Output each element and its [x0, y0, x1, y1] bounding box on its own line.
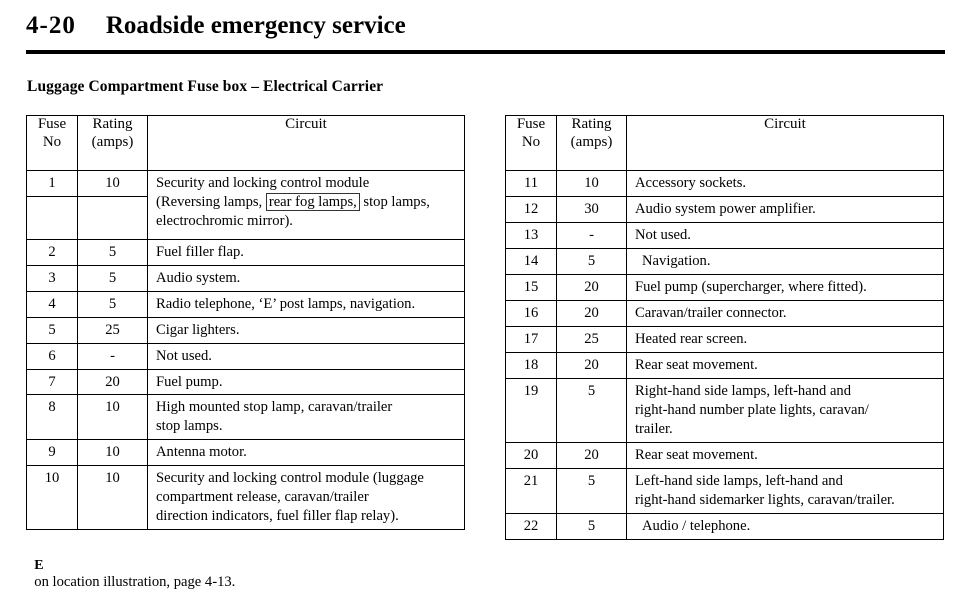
cell-rating-continuation: [78, 196, 148, 239]
cell-circuit: Rear seat movement.: [627, 352, 944, 378]
cell-fuse-no: 4: [27, 291, 78, 317]
column-header-rating-line2: (amps): [570, 133, 613, 150]
cell-rating: 20: [557, 442, 627, 468]
cell-fuse-no: 11: [506, 171, 557, 197]
cell-circuit: Fuel filler flap.: [148, 239, 465, 265]
table-row: [27, 466, 465, 530]
cell-circuit: Cigar lighters.: [148, 317, 465, 343]
cell-rating: -: [78, 343, 148, 369]
cell-fuse-no: 6: [27, 343, 78, 369]
cell-rating: 10: [78, 171, 148, 197]
column-header-fuse-no-line2: No: [42, 133, 62, 150]
table-row: [506, 248, 944, 274]
cell-rating: 25: [557, 326, 627, 352]
column-header-fuse-no: [506, 116, 557, 171]
table-row: [506, 352, 944, 378]
footer-note: [27, 540, 235, 591]
cell-rating: 10: [557, 171, 627, 197]
cell-fuse-no: 16: [506, 300, 557, 326]
page-title: Roadside emergency service: [105, 12, 406, 39]
cell-rating: 20: [78, 369, 148, 395]
table-row: [506, 442, 944, 468]
column-header-circuit: Circuit: [627, 116, 944, 171]
cell-circuit: Not used.: [627, 222, 944, 248]
table-row: [27, 171, 465, 197]
cell-fuse-no: 7: [27, 369, 78, 395]
cell-circuit: Audio / telephone.: [627, 513, 944, 539]
cell-rating: 5: [78, 239, 148, 265]
cell-fuse-no: 17: [506, 326, 557, 352]
cell-rating: 5: [557, 468, 627, 513]
cell-circuit: High mounted stop lamp, caravan/trailer stop lamps.: [148, 395, 465, 440]
footer-note-key: E: [34, 558, 44, 573]
cell-rating: 10: [78, 466, 148, 530]
cell-fuse-no: 21: [506, 468, 557, 513]
table-row: [27, 395, 465, 440]
cell-fuse-no: 18: [506, 352, 557, 378]
column-header-rating-line1: Rating: [571, 116, 612, 132]
cell-circuit: Security and locking control module (luggage compartment release, caravan/trailer direction indicators, fuel filler flap relay).: [148, 466, 465, 530]
cell-circuit: Fuel pump (supercharger, where fitted).: [627, 274, 944, 300]
cell-fuse-no: 14: [506, 248, 557, 274]
table-row: [506, 326, 944, 352]
table-row: [27, 343, 465, 369]
table-row: [27, 265, 465, 291]
column-header-circuit: Circuit: [148, 116, 465, 171]
cell-circuit: Rear seat movement.: [627, 442, 944, 468]
cell-circuit: Left-hand side lamps, left-hand and right-hand sidemarker lights, caravan/trailer.: [627, 468, 944, 513]
cell-fuse-no: 3: [27, 265, 78, 291]
table-left-body: [27, 171, 465, 530]
header-divider-rule: [26, 50, 945, 54]
cell-fuse-no: 8: [27, 395, 78, 440]
table-row: [506, 300, 944, 326]
table-row: [506, 378, 944, 442]
cell-rating: 5: [557, 378, 627, 442]
footer-note-text: on location illustration, page 4-13.: [34, 574, 236, 590]
cell-circuit: Security and locking control module (Reversing lamps, rear fog lamps, stop lamps, electrochromic mirror).: [148, 171, 465, 240]
table-right-body: [506, 171, 944, 540]
cell-rating: 10: [78, 395, 148, 440]
table-row: [27, 440, 465, 466]
cell-fuse-no: 12: [506, 196, 557, 222]
fuse-table-left: [26, 115, 465, 530]
table-left-header: [27, 116, 465, 171]
cell-rating: 30: [557, 196, 627, 222]
table-row: [506, 274, 944, 300]
fuse-table-right: [505, 115, 944, 540]
table-row: [506, 196, 944, 222]
cell-circuit: Audio system power amplifier.: [627, 196, 944, 222]
column-header-rating-line2: (amps): [91, 133, 134, 150]
cell-circuit: Not used.: [148, 343, 465, 369]
table-row: [27, 291, 465, 317]
cell-circuit: Navigation.: [627, 248, 944, 274]
cell-circuit: Right-hand side lamps, left-hand and right-hand number plate lights, caravan/ trailer.: [627, 378, 944, 442]
cell-fuse-no: 20: [506, 442, 557, 468]
table-right-header: [506, 116, 944, 171]
column-header-rating-line1: Rating: [92, 116, 133, 132]
cell-circuit: Fuel pump.: [148, 369, 465, 395]
table-header-row: [27, 116, 465, 171]
cell-rating: 5: [557, 248, 627, 274]
table-row: [27, 239, 465, 265]
annotation-highlight-box: rear fog lamps,: [266, 193, 360, 211]
cell-circuit: Radio telephone, ‘E’ post lamps, navigation.: [148, 291, 465, 317]
cell-fuse-no: 15: [506, 274, 557, 300]
column-header-fuse-no-line2: No: [521, 133, 541, 150]
cell-circuit: Audio system.: [148, 265, 465, 291]
cell-fuse-no: 22: [506, 513, 557, 539]
cell-rating: -: [557, 222, 627, 248]
cell-circuit: Accessory sockets.: [627, 171, 944, 197]
table-row: [506, 468, 944, 513]
table-row: [506, 222, 944, 248]
cell-fuse-no: 5: [27, 317, 78, 343]
cell-circuit: Caravan/trailer connector.: [627, 300, 944, 326]
page-number: 4-20: [26, 12, 76, 39]
header-row: [26, 12, 946, 46]
column-header-fuse-no-line1: Fuse: [37, 116, 67, 132]
cell-fuse-no: 10: [27, 466, 78, 530]
cell-rating: 10: [78, 440, 148, 466]
section-subtitle: Luggage Compartment Fuse box – Electrical Carrier: [27, 78, 384, 95]
cell-fuse-no: 19: [506, 378, 557, 442]
cell-rating: 20: [557, 352, 627, 378]
column-header-rating: [557, 116, 627, 171]
table-row: [27, 317, 465, 343]
cell-rating: 20: [557, 274, 627, 300]
cell-circuit: Antenna motor.: [148, 440, 465, 466]
table-header-row: [506, 116, 944, 171]
cell-fuse-no-continuation: [27, 196, 78, 239]
cell-rating: 5: [78, 265, 148, 291]
column-header-rating: [78, 116, 148, 171]
table-row: [27, 369, 465, 395]
column-header-fuse-no: [27, 116, 78, 171]
page-header: [26, 12, 946, 46]
column-header-fuse-no-line1: Fuse: [516, 116, 546, 132]
cell-rating: 20: [557, 300, 627, 326]
cell-fuse-no: 13: [506, 222, 557, 248]
cell-fuse-no: 2: [27, 239, 78, 265]
table-row: [506, 513, 944, 539]
cell-circuit: Heated rear screen.: [627, 326, 944, 352]
cell-fuse-no: 9: [27, 440, 78, 466]
cell-rating: 25: [78, 317, 148, 343]
cell-rating: 5: [557, 513, 627, 539]
cell-fuse-no: 1: [27, 171, 78, 197]
cell-rating: 5: [78, 291, 148, 317]
table-row: [506, 171, 944, 197]
